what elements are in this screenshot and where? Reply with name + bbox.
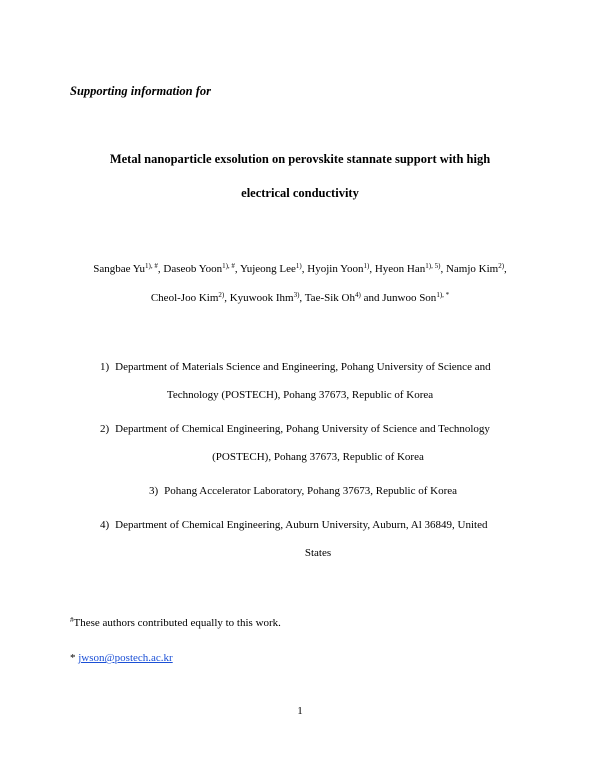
author-name: Namjo Kim — [445, 263, 499, 275]
corresponding-author-note — [70, 652, 173, 664]
author-name: Yujeong Lee — [240, 263, 296, 275]
author-name: Hyeon Han — [374, 263, 426, 275]
author-separator: , — [301, 263, 308, 275]
affiliation-text: Department of Chemical Engineering, Pohang University of Science and Technology — [115, 423, 490, 435]
equal-contribution-mark: # — [70, 616, 74, 624]
author-name: Junwoo Son — [382, 292, 437, 304]
author-affiliation-mark: 1) — [363, 262, 370, 270]
author-name: Tae-Sik Oh — [304, 292, 355, 304]
author-name: Sangbae Yu — [93, 263, 146, 275]
affiliation-text: Department of Materials Science and Engineering, Pohang University of Science and — [115, 361, 491, 373]
author-affiliation-mark: 1) — [295, 262, 302, 270]
affiliation-number: 2) — [100, 423, 110, 435]
author-separator: , — [504, 263, 507, 275]
affiliation-number: 1) — [100, 361, 110, 373]
affiliation-number: 4) — [100, 519, 110, 531]
supporting-info-heading: Supporting information for — [70, 84, 212, 98]
affiliation-3-line-1 — [0, 485, 600, 497]
author-list-line-1 — [40, 263, 560, 275]
author-separator: , — [440, 263, 446, 275]
paper-title-line-1: Metal nanoparticle exsolution on perovskite stannate support with high — [109, 152, 491, 166]
affiliation-1-line-1 — [100, 361, 491, 373]
author-separator: , — [224, 292, 230, 304]
affiliation-1-line-2: Technology (POSTECH), Pohang 37673, Republic of Korea — [166, 389, 434, 401]
author-separator: , — [157, 263, 164, 275]
page-number: 1 — [297, 705, 303, 717]
author-affiliation-mark: 2) — [498, 262, 505, 270]
affiliation-text: Pohang Accelerator Laboratory, Pohang 37673, Republic of Korea — [164, 485, 457, 497]
affiliation-text: Department of Chemical Engineering, Auburn University, Auburn, Al 36849, United — [115, 519, 488, 531]
author-separator: , — [299, 292, 305, 304]
author-name: Hyojin Yoon — [307, 263, 364, 275]
affiliation-2-line-1 — [100, 423, 490, 435]
author-list-line-2 — [40, 292, 560, 304]
author-separator: , — [369, 263, 375, 275]
affiliation-4-line-2: States — [304, 547, 332, 559]
affiliation-2-line-2: (POSTECH), Pohang 37673, Republic of Korea — [212, 451, 424, 463]
equal-contribution-note — [70, 617, 281, 629]
author-affiliation-mark: 1), # — [145, 262, 158, 270]
author-name: Cheol-Joo Kim — [150, 292, 219, 304]
corresponding-mark: * — [70, 652, 76, 664]
author-affiliation-mark: 1), 5) — [425, 262, 441, 270]
author-affiliation-mark: 4) — [354, 291, 361, 299]
affiliation-number: 3) — [148, 485, 159, 497]
author-affiliation-mark: 2) — [218, 291, 225, 299]
author-separator: and — [360, 292, 383, 304]
author-name: Kyuwook Ihm — [229, 292, 294, 304]
affiliation-4-line-1 — [100, 519, 487, 531]
paper-title-line-2: electrical conductivity — [241, 186, 359, 200]
author-affiliation-mark: 3) — [293, 291, 300, 299]
author-affiliation-mark: 1), * — [436, 291, 450, 299]
author-name: Daseob Yoon — [163, 263, 223, 275]
corresponding-email-link[interactable]: jwson@postech.ac.kr — [78, 652, 173, 664]
equal-contribution-text: These authors contributed equally to this work. — [73, 617, 281, 629]
author-separator: , — [234, 263, 241, 275]
author-affiliation-mark: 1), # — [222, 262, 235, 270]
